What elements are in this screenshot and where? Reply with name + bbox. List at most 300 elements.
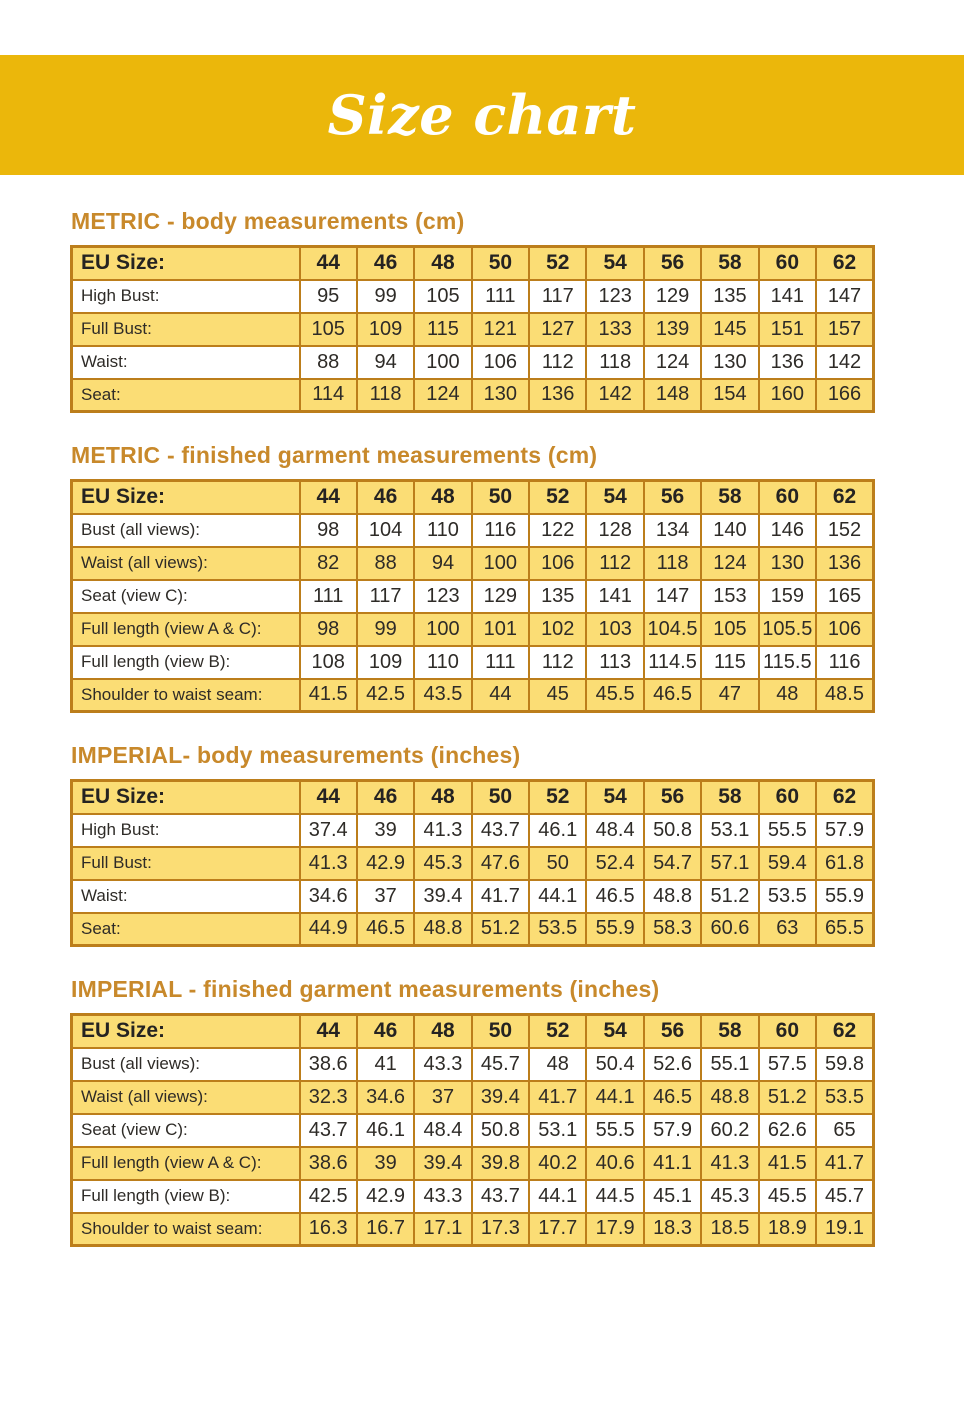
measurement-value: 52.6 (644, 1048, 701, 1081)
metric-garment-measurements-table (70, 479, 875, 713)
measurement-value: 39 (357, 814, 414, 847)
measurement-label: Seat: (72, 379, 300, 412)
measurement-value: 59.4 (759, 847, 816, 880)
measurement-value: 45.5 (759, 1180, 816, 1213)
measurement-row (72, 1114, 874, 1147)
measurement-value: 111 (472, 646, 529, 679)
measurement-value: 45.5 (586, 679, 643, 712)
measurement-value: 44.1 (529, 880, 586, 913)
measurement-label: Bust (all views): (72, 1048, 300, 1081)
measurement-value: 105 (414, 280, 471, 313)
size-header-row (72, 481, 874, 514)
measurement-value: 42.9 (357, 1180, 414, 1213)
measurement-value: 48.8 (414, 913, 471, 946)
measurement-value: 48.5 (816, 679, 873, 712)
measurement-value: 44 (472, 679, 529, 712)
measurement-value: 106 (472, 346, 529, 379)
measurement-label: Shoulder to waist seam: (72, 679, 300, 712)
measurement-value: 136 (529, 379, 586, 412)
measurement-value: 65 (816, 1114, 873, 1147)
measurement-value: 140 (701, 514, 758, 547)
measurement-value: 43.7 (472, 814, 529, 847)
measurement-value: 113 (586, 646, 643, 679)
measurement-value: 50.8 (472, 1114, 529, 1147)
measurement-value: 118 (586, 346, 643, 379)
measurement-value: 40.2 (529, 1147, 586, 1180)
measurement-value: 37.4 (300, 814, 357, 847)
measurement-value: 98 (300, 514, 357, 547)
size-column-header: 50 (472, 1015, 529, 1048)
section-imperial-garment (70, 976, 895, 1247)
measurement-value: 53.5 (529, 913, 586, 946)
measurement-value: 18.9 (759, 1213, 816, 1246)
measurement-value: 123 (586, 280, 643, 313)
measurement-value: 133 (586, 313, 643, 346)
measurement-value: 145 (701, 313, 758, 346)
measurement-value: 104 (357, 514, 414, 547)
measurement-value: 65.5 (816, 913, 873, 946)
measurement-value: 40.6 (586, 1147, 643, 1180)
measurement-value: 52.4 (586, 847, 643, 880)
content-area (0, 208, 895, 1247)
measurement-value: 34.6 (357, 1081, 414, 1114)
measurement-label: Waist (all views): (72, 547, 300, 580)
measurement-value: 17.9 (586, 1213, 643, 1246)
measurement-value: 51.2 (759, 1081, 816, 1114)
measurement-value: 59.8 (816, 1048, 873, 1081)
measurement-value: 95 (300, 280, 357, 313)
measurement-value: 142 (816, 346, 873, 379)
measurement-value: 130 (759, 547, 816, 580)
measurement-value: 47.6 (472, 847, 529, 880)
imperial-body-measurements-table (70, 779, 875, 947)
size-column-header: 46 (357, 481, 414, 514)
measurement-value: 166 (816, 379, 873, 412)
measurement-value: 129 (644, 280, 701, 313)
measurement-value: 17.1 (414, 1213, 471, 1246)
measurement-value: 115.5 (759, 646, 816, 679)
page-title: Size chart (327, 83, 637, 147)
measurement-value: 160 (759, 379, 816, 412)
measurement-value: 45.1 (644, 1180, 701, 1213)
measurement-value: 115 (414, 313, 471, 346)
measurement-value: 42.9 (357, 847, 414, 880)
size-column-header: 48 (414, 1015, 471, 1048)
size-column-header: 50 (472, 481, 529, 514)
measurement-value: 100 (472, 547, 529, 580)
measurement-label: Full length (view B): (72, 646, 300, 679)
measurement-label: Seat (view C): (72, 580, 300, 613)
measurement-value: 39.4 (472, 1081, 529, 1114)
measurement-value: 46.5 (357, 913, 414, 946)
measurement-label: High Bust: (72, 814, 300, 847)
measurement-value: 37 (357, 880, 414, 913)
measurement-value: 82 (300, 547, 357, 580)
measurement-value: 63 (759, 913, 816, 946)
measurement-value: 62.6 (759, 1114, 816, 1147)
measurement-label: Full Bust: (72, 847, 300, 880)
measurement-value: 42.5 (300, 1180, 357, 1213)
measurement-row (72, 346, 874, 379)
measurement-value: 124 (414, 379, 471, 412)
measurement-value: 47 (701, 679, 758, 712)
measurement-value: 146 (759, 514, 816, 547)
measurement-value: 88 (300, 346, 357, 379)
measurement-value: 32.3 (300, 1081, 357, 1114)
imperial-garment-measurements-table (70, 1013, 875, 1247)
measurement-value: 88 (357, 547, 414, 580)
measurement-value: 54.7 (644, 847, 701, 880)
measurement-value: 41.1 (644, 1147, 701, 1180)
measurement-value: 17.3 (472, 1213, 529, 1246)
measurement-row (72, 1081, 874, 1114)
measurement-row (72, 913, 874, 946)
measurement-value: 55.5 (759, 814, 816, 847)
measurement-value: 43.5 (414, 679, 471, 712)
measurement-value: 112 (529, 346, 586, 379)
section-metric-body (70, 208, 895, 413)
measurement-value: 60.2 (701, 1114, 758, 1147)
size-column-header: 56 (644, 781, 701, 814)
measurement-value: 46.1 (529, 814, 586, 847)
measurement-value: 141 (759, 280, 816, 313)
measurement-label: High Bust: (72, 280, 300, 313)
measurement-row (72, 814, 874, 847)
measurement-value: 110 (414, 646, 471, 679)
measurement-row (72, 880, 874, 913)
measurement-value: 48.8 (701, 1081, 758, 1114)
measurement-label: Full Bust: (72, 313, 300, 346)
measurement-value: 130 (472, 379, 529, 412)
measurement-value: 18.3 (644, 1213, 701, 1246)
size-column-header: 48 (414, 481, 471, 514)
measurement-value: 16.7 (357, 1213, 414, 1246)
measurement-value: 124 (644, 346, 701, 379)
measurement-value: 60.6 (701, 913, 758, 946)
measurement-value: 57.9 (816, 814, 873, 847)
measurement-label: Full length (view B): (72, 1180, 300, 1213)
size-column-header: 44 (300, 481, 357, 514)
measurement-value: 50.4 (586, 1048, 643, 1081)
measurement-value: 141 (586, 580, 643, 613)
size-header-row (72, 1015, 874, 1048)
measurement-row (72, 847, 874, 880)
size-column-header: 54 (586, 781, 643, 814)
measurement-label: Shoulder to waist seam: (72, 1213, 300, 1246)
header-banner (0, 55, 964, 175)
section-heading-imperial-garment: IMPERIAL - finished garment measurements (inches) (71, 976, 660, 1002)
measurement-value: 46.5 (644, 1081, 701, 1114)
size-column-header: 48 (414, 247, 471, 280)
measurement-value: 130 (701, 346, 758, 379)
measurement-value: 111 (300, 580, 357, 613)
section-heading-imperial-body: IMPERIAL- body measurements (inches) (71, 742, 521, 768)
measurement-row (72, 1147, 874, 1180)
measurement-row (72, 313, 874, 346)
size-column-header: 60 (759, 781, 816, 814)
measurement-row (72, 679, 874, 712)
size-column-header: 54 (586, 1015, 643, 1048)
measurement-value: 42.5 (357, 679, 414, 712)
measurement-value: 48 (759, 679, 816, 712)
size-header-row (72, 247, 874, 280)
measurement-value: 41.5 (300, 679, 357, 712)
measurement-value: 135 (701, 280, 758, 313)
measurement-value: 116 (816, 646, 873, 679)
measurement-value: 153 (701, 580, 758, 613)
measurement-value: 105.5 (759, 613, 816, 646)
measurement-value: 41.3 (300, 847, 357, 880)
measurement-value: 103 (586, 613, 643, 646)
size-column-header: 54 (586, 247, 643, 280)
measurement-value: 39.4 (414, 1147, 471, 1180)
measurement-value: 128 (586, 514, 643, 547)
measurement-value: 106 (816, 613, 873, 646)
measurement-value: 108 (300, 646, 357, 679)
measurement-value: 57.1 (701, 847, 758, 880)
metric-body-measurements-table (70, 245, 875, 413)
measurement-value: 100 (414, 613, 471, 646)
measurement-value: 114.5 (644, 646, 701, 679)
section-imperial-body (70, 742, 895, 947)
size-column-header: 52 (529, 481, 586, 514)
measurement-value: 109 (357, 646, 414, 679)
measurement-value: 94 (414, 547, 471, 580)
measurement-value: 100 (414, 346, 471, 379)
measurement-value: 157 (816, 313, 873, 346)
measurement-label: Waist: (72, 346, 300, 379)
measurement-value: 147 (816, 280, 873, 313)
measurement-value: 99 (357, 280, 414, 313)
measurement-value: 46.5 (644, 679, 701, 712)
size-column-header: 46 (357, 1015, 414, 1048)
eu-size-header-label: EU Size: (72, 1015, 300, 1048)
measurement-value: 45.7 (816, 1180, 873, 1213)
measurement-value: 151 (759, 313, 816, 346)
measurement-value: 17.7 (529, 1213, 586, 1246)
size-column-header: 58 (701, 1015, 758, 1048)
measurement-value: 106 (529, 547, 586, 580)
measurement-row (72, 280, 874, 313)
section-heading-metric-body: METRIC - body measurements (cm) (71, 208, 465, 234)
measurement-value: 37 (414, 1081, 471, 1114)
size-column-header: 60 (759, 481, 816, 514)
measurement-row (72, 379, 874, 412)
measurement-value: 51.2 (701, 880, 758, 913)
size-column-header: 44 (300, 1015, 357, 1048)
size-column-header: 62 (816, 247, 873, 280)
size-column-header: 58 (701, 247, 758, 280)
measurement-value: 116 (472, 514, 529, 547)
measurement-value: 118 (644, 547, 701, 580)
measurement-value: 55.5 (586, 1114, 643, 1147)
measurement-value: 41.7 (529, 1081, 586, 1114)
measurement-value: 43.3 (414, 1048, 471, 1081)
measurement-value: 55.9 (586, 913, 643, 946)
measurement-value: 101 (472, 613, 529, 646)
size-column-header: 56 (644, 1015, 701, 1048)
measurement-value: 43.7 (300, 1114, 357, 1147)
section-metric-garment (70, 442, 895, 713)
size-column-header: 52 (529, 781, 586, 814)
size-column-header: 62 (816, 1015, 873, 1048)
measurement-value: 39.8 (472, 1147, 529, 1180)
measurement-value: 147 (644, 580, 701, 613)
measurement-row (72, 547, 874, 580)
measurement-value: 104.5 (644, 613, 701, 646)
measurement-value: 45.3 (414, 847, 471, 880)
measurement-value: 112 (586, 547, 643, 580)
measurement-value: 134 (644, 514, 701, 547)
measurement-value: 50.8 (644, 814, 701, 847)
size-column-header: 44 (300, 247, 357, 280)
size-column-header: 52 (529, 247, 586, 280)
size-column-header: 56 (644, 481, 701, 514)
measurement-value: 99 (357, 613, 414, 646)
eu-size-header-label: EU Size: (72, 247, 300, 280)
measurement-value: 39.4 (414, 880, 471, 913)
measurement-value: 53.1 (529, 1114, 586, 1147)
measurement-value: 118 (357, 379, 414, 412)
measurement-value: 105 (701, 613, 758, 646)
measurement-value: 148 (644, 379, 701, 412)
size-column-header: 58 (701, 481, 758, 514)
measurement-value: 38.6 (300, 1147, 357, 1180)
size-column-header: 54 (586, 481, 643, 514)
measurement-value: 61.8 (816, 847, 873, 880)
measurement-value: 48.4 (414, 1114, 471, 1147)
measurement-value: 18.5 (701, 1213, 758, 1246)
measurement-value: 117 (357, 580, 414, 613)
measurement-value: 16.3 (300, 1213, 357, 1246)
measurement-value: 46.5 (586, 880, 643, 913)
measurement-value: 19.1 (816, 1213, 873, 1246)
size-column-header: 50 (472, 247, 529, 280)
measurement-label: Bust (all views): (72, 514, 300, 547)
measurement-value: 117 (529, 280, 586, 313)
measurement-value: 55.1 (701, 1048, 758, 1081)
size-column-header: 44 (300, 781, 357, 814)
measurement-value: 123 (414, 580, 471, 613)
measurement-value: 165 (816, 580, 873, 613)
measurement-value: 41.7 (472, 880, 529, 913)
measurement-value: 124 (701, 547, 758, 580)
measurement-label: Waist: (72, 880, 300, 913)
measurement-row (72, 580, 874, 613)
measurement-value: 136 (816, 547, 873, 580)
measurement-value: 39 (357, 1147, 414, 1180)
measurement-value: 44.1 (529, 1180, 586, 1213)
measurement-value: 53.5 (816, 1081, 873, 1114)
size-header-row (72, 781, 874, 814)
measurement-value: 121 (472, 313, 529, 346)
measurement-value: 111 (472, 280, 529, 313)
measurement-value: 53.5 (759, 880, 816, 913)
measurement-value: 41.3 (414, 814, 471, 847)
measurement-value: 50 (529, 847, 586, 880)
eu-size-header-label: EU Size: (72, 781, 300, 814)
measurement-value: 34.6 (300, 880, 357, 913)
measurement-row (72, 1213, 874, 1246)
measurement-value: 114 (300, 379, 357, 412)
measurement-value: 110 (414, 514, 471, 547)
measurement-value: 58.3 (644, 913, 701, 946)
size-column-header: 50 (472, 781, 529, 814)
measurement-value: 102 (529, 613, 586, 646)
measurement-value: 41.7 (816, 1147, 873, 1180)
measurement-value: 154 (701, 379, 758, 412)
measurement-value: 136 (759, 346, 816, 379)
measurement-value: 57.5 (759, 1048, 816, 1081)
measurement-value: 135 (529, 580, 586, 613)
measurement-label: Seat (view C): (72, 1114, 300, 1147)
measurement-value: 41.5 (759, 1147, 816, 1180)
measurement-value: 139 (644, 313, 701, 346)
size-column-header: 60 (759, 247, 816, 280)
size-column-header: 60 (759, 1015, 816, 1048)
size-column-header: 52 (529, 1015, 586, 1048)
measurement-value: 57.9 (644, 1114, 701, 1147)
measurement-label: Seat: (72, 913, 300, 946)
eu-size-header-label: EU Size: (72, 481, 300, 514)
measurement-value: 48.8 (644, 880, 701, 913)
measurement-value: 41 (357, 1048, 414, 1081)
measurement-value: 48.4 (586, 814, 643, 847)
measurement-row (72, 1048, 874, 1081)
size-column-header: 48 (414, 781, 471, 814)
measurement-value: 45.3 (701, 1180, 758, 1213)
measurement-value: 127 (529, 313, 586, 346)
measurement-value: 129 (472, 580, 529, 613)
size-column-header: 62 (816, 781, 873, 814)
measurement-value: 159 (759, 580, 816, 613)
measurement-value: 45.7 (472, 1048, 529, 1081)
measurement-label: Full length (view A & C): (72, 1147, 300, 1180)
size-column-header: 56 (644, 247, 701, 280)
measurement-value: 55.9 (816, 880, 873, 913)
measurement-value: 51.2 (472, 913, 529, 946)
measurement-value: 109 (357, 313, 414, 346)
measurement-value: 94 (357, 346, 414, 379)
measurement-row (72, 514, 874, 547)
size-column-header: 62 (816, 481, 873, 514)
measurement-value: 45 (529, 679, 586, 712)
measurement-value: 48 (529, 1048, 586, 1081)
measurement-value: 105 (300, 313, 357, 346)
measurement-value: 152 (816, 514, 873, 547)
measurement-row (72, 646, 874, 679)
size-column-header: 46 (357, 781, 414, 814)
measurement-label: Waist (all views): (72, 1081, 300, 1114)
measurement-value: 142 (586, 379, 643, 412)
measurement-value: 98 (300, 613, 357, 646)
measurement-value: 44.5 (586, 1180, 643, 1213)
measurement-value: 44.9 (300, 913, 357, 946)
measurement-value: 43.3 (414, 1180, 471, 1213)
measurement-value: 43.7 (472, 1180, 529, 1213)
measurement-value: 44.1 (586, 1081, 643, 1114)
measurement-row (72, 613, 874, 646)
section-heading-metric-garment: METRIC - finished garment measurements (cm) (71, 442, 598, 468)
measurement-value: 112 (529, 646, 586, 679)
measurement-value: 46.1 (357, 1114, 414, 1147)
measurement-value: 38.6 (300, 1048, 357, 1081)
measurement-value: 53.1 (701, 814, 758, 847)
measurement-label: Full length (view A & C): (72, 613, 300, 646)
size-column-header: 58 (701, 781, 758, 814)
measurement-value: 41.3 (701, 1147, 758, 1180)
measurement-value: 122 (529, 514, 586, 547)
